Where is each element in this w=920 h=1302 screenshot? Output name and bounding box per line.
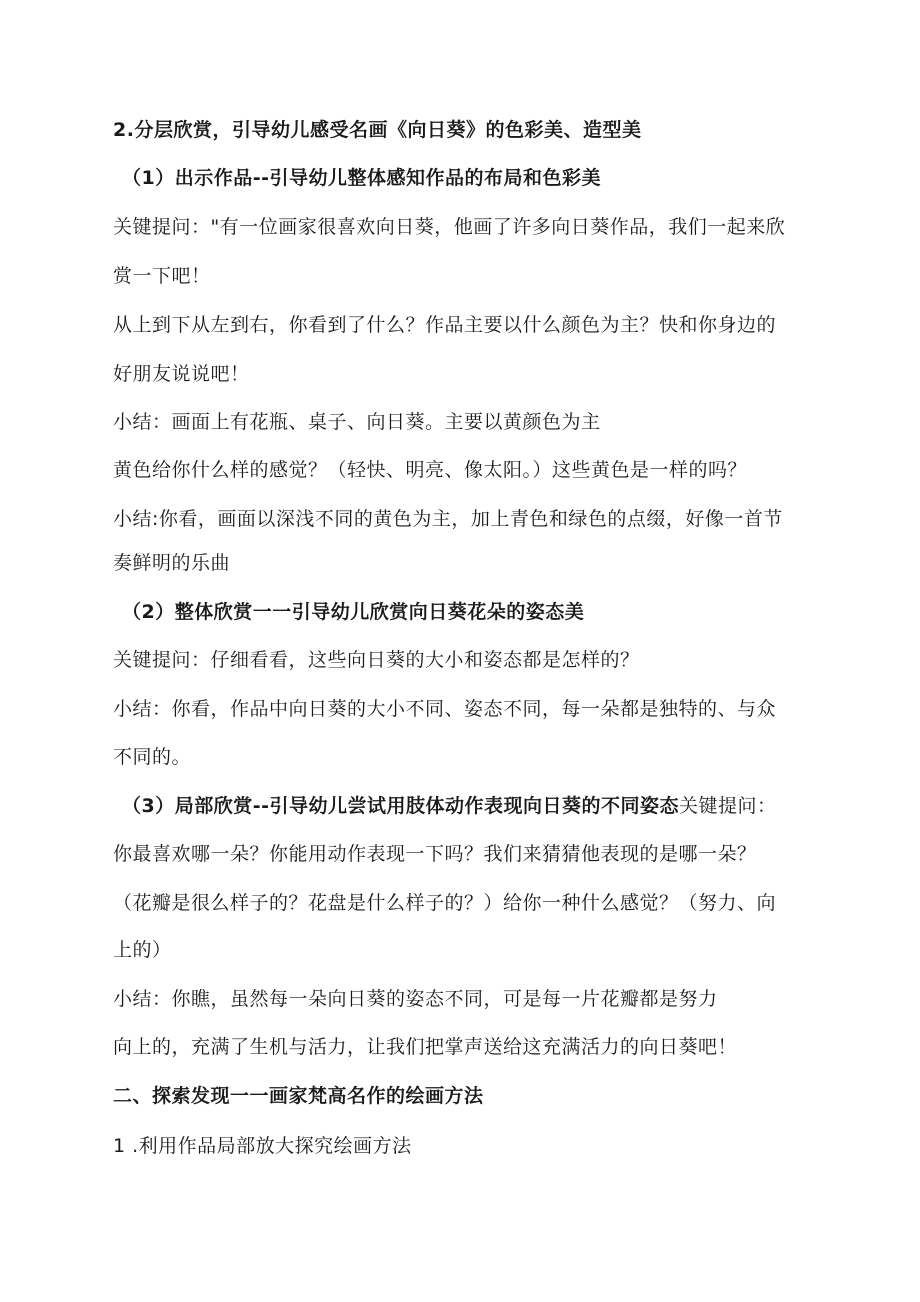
line-tail-text: 关键提问： xyxy=(679,795,777,817)
paragraph-line xyxy=(113,507,783,531)
paragraph-line xyxy=(113,458,747,482)
line-text: （1）出示作品--引导幼儿整体感知作品的布局和色彩美 xyxy=(122,167,601,189)
line-text: 黄色给你什么样的感觉？（轻快、明亮、像太阳。）这些黄色是一样的吗？ xyxy=(113,459,748,481)
line-text: （2）整体欣赏一一引导幼儿欣赏向日葵花朵的姿态美 xyxy=(122,601,585,623)
paragraph-line xyxy=(113,1035,737,1059)
paragraph-line xyxy=(113,410,601,434)
line-text: 小结:你看，画面以深浅不同的黄色为主，加上青色和绿色的点缀，好像一首节 xyxy=(113,508,783,530)
line-text: （花瓣是很么样子的？花盘是什么样子的？）给你一种什么感觉？（努力、向 xyxy=(113,892,777,914)
line-text: 不同的。 xyxy=(113,746,192,768)
paragraph-line xyxy=(113,697,776,721)
line-text: 你最喜欢哪一朵？你能用动作表现一下吗？我们来猜猜他表现的是哪一朵？ xyxy=(113,843,757,865)
paragraph-line xyxy=(113,745,191,769)
line-text: 关键提问："有一位画家很喜欢向日葵，他画了许多向日葵作品，我们一起来欣 xyxy=(113,216,786,238)
paragraph-line xyxy=(113,938,172,962)
paragraph-line xyxy=(113,362,250,386)
subsection-heading xyxy=(122,166,601,190)
paragraph-line xyxy=(113,1134,412,1158)
line-text: 关键提问：仔细看看，这些向日葵的大小和姿态都是怎样的？ xyxy=(113,649,640,671)
paragraph-line xyxy=(113,313,776,337)
line-text: 二、探索发现一一画家梵高名作的绘画方法 xyxy=(113,1085,484,1107)
line-text: 小结：画面上有花瓶、桌子、向日葵。主要以黄颜色为主 xyxy=(113,411,601,433)
paragraph-line xyxy=(113,842,757,866)
line-text: 1 .利用作品局部放大探究绘画方法 xyxy=(113,1135,412,1157)
paragraph-line xyxy=(113,891,776,915)
paragraph-line xyxy=(113,264,211,288)
subsection-heading xyxy=(122,600,584,624)
line-text: 向上的，充满了生机与活力，让我们把掌声送给这充满活力的向日葵吧！ xyxy=(113,1036,738,1058)
subsection-heading xyxy=(122,794,777,818)
paragraph-line xyxy=(113,648,640,672)
line-text: 小结：你看，作品中向日葵的大小不同、姿态不同，每一朵都是独特的、与众 xyxy=(113,698,777,720)
section-heading xyxy=(113,118,641,142)
line-text: 奏鲜明的乐曲 xyxy=(113,552,231,574)
line-text: 上的） xyxy=(113,939,172,961)
line-text: 2.分层欣赏，引导幼儿感受名画《向日葵》的色彩美、造型美 xyxy=(113,119,642,141)
paragraph-line xyxy=(113,215,785,239)
line-text: 从上到下从左到右，你看到了什么？作品主要以什么颜色为主？快和你身边的 xyxy=(113,314,777,336)
line-text: 好朋友说说吧！ xyxy=(113,363,250,385)
section-heading xyxy=(113,1084,484,1108)
paragraph-line xyxy=(113,551,230,575)
line-text: （3）局部欣赏--引导幼儿尝试用肢体动作表现向日葵的不同姿态 xyxy=(122,795,679,817)
line-text: 赏一下吧！ xyxy=(113,265,211,287)
paragraph-line xyxy=(113,987,718,1011)
line-text: 小结：你瞧，虽然每一朵向日葵的姿态不同，可是每一片花瓣都是努力 xyxy=(113,988,718,1010)
